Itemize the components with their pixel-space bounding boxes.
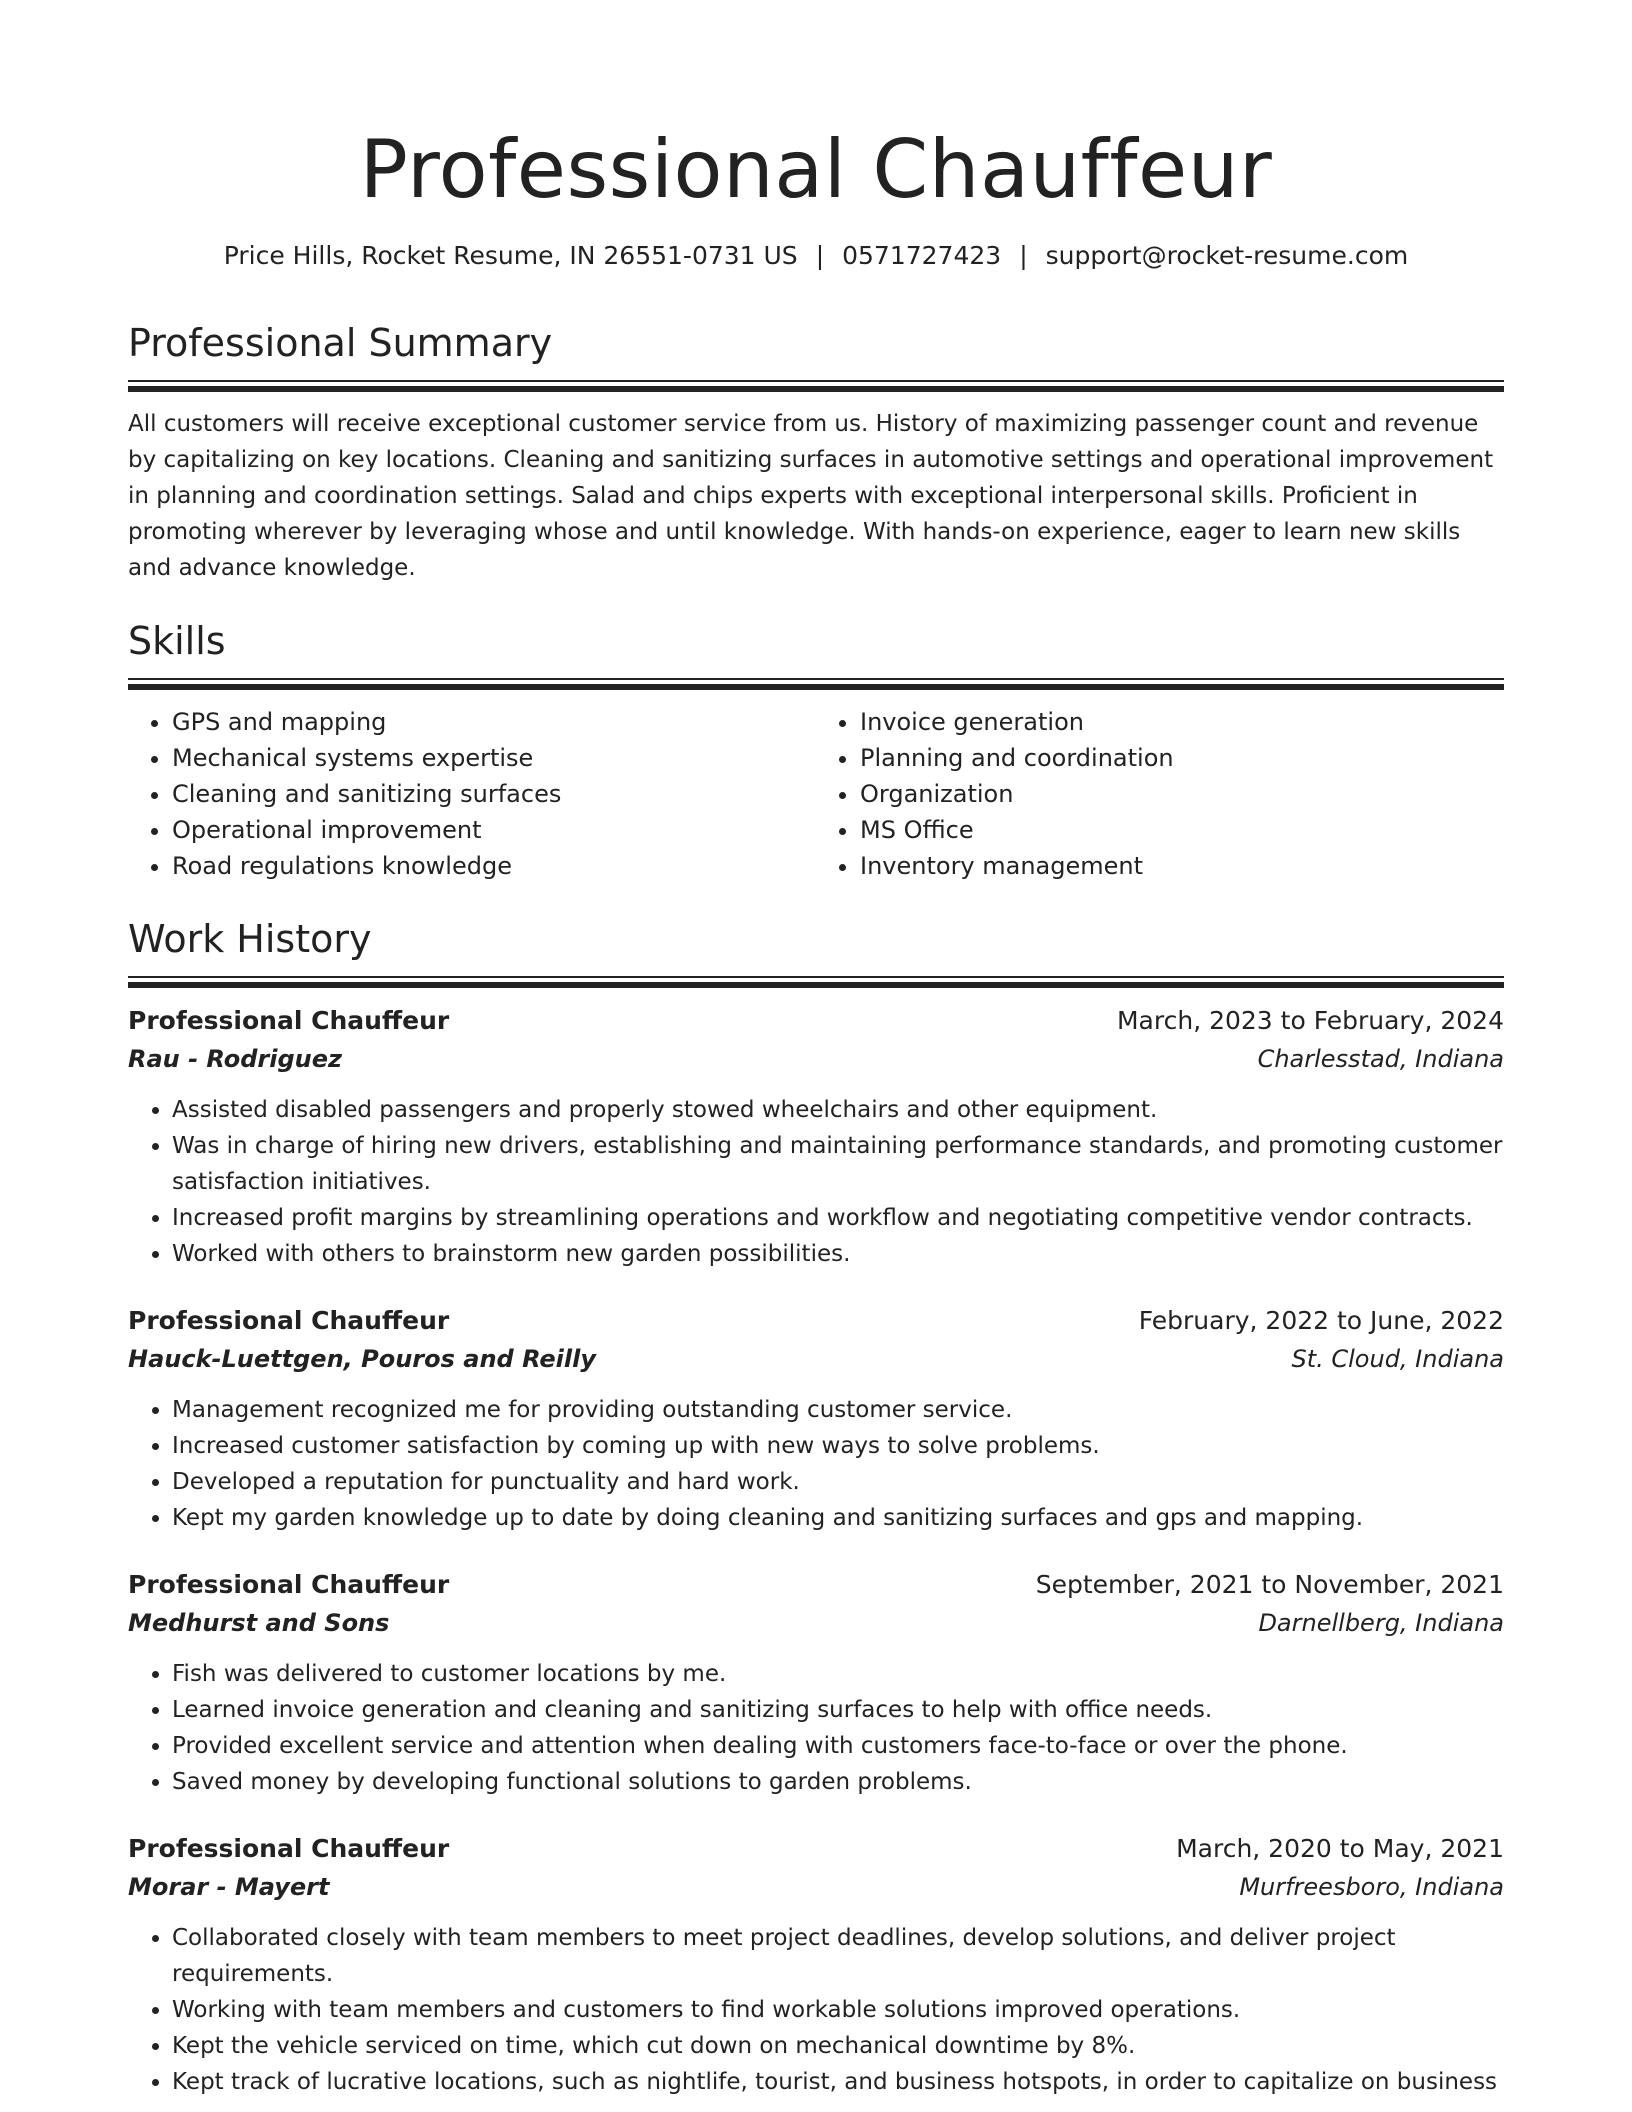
job-title: Professional Chauffeur <box>128 1306 450 1335</box>
section-title-work: Work History <box>128 917 372 961</box>
contact-line <box>128 238 1504 274</box>
job-company: Medhurst and Sons <box>128 1609 390 1637</box>
job-header <box>128 1566 1504 1604</box>
duty-item: • Increased profit margins by streamlining operations and workflow and negotiating competitive vendor contracts. <box>172 1200 1504 1236</box>
job-title: Professional Chauffeur <box>128 1006 450 1035</box>
resume-name: Professional Chauffeur <box>359 123 1273 216</box>
job-dates: March, 2023 to February, 2024 <box>1116 1006 1504 1035</box>
job-dates: March, 2020 to May, 2021 <box>1176 1834 1504 1863</box>
skill-item: • Road regulations knowledge <box>172 848 816 884</box>
contact-address: Price Hills, Rocket Resume, IN 26551-0731 US <box>223 241 798 270</box>
job-location: Murfreesboro, Indiana <box>1239 1873 1504 1901</box>
section-title-skills: Skills <box>128 619 226 663</box>
duty-item: • Kept the vehicle serviced on time, which cut down on mechanical downtime by 8%. <box>172 2028 1504 2064</box>
contact-email: support@rocket-resume.com <box>1045 241 1409 270</box>
section-rule <box>128 678 1504 690</box>
job-duties <box>128 1392 1504 1536</box>
duty-item: • Worked with others to brainstorm new garden possibilities. <box>172 1236 1504 1272</box>
duty-item: • Kept my garden knowledge up to date by doing cleaning and sanitizing surfaces and gps and mapping. <box>172 1500 1504 1536</box>
duty-item: • Assisted disabled passengers and properly stowed wheelchairs and other equipment. <box>172 1092 1504 1128</box>
contact-separator: | <box>815 241 825 270</box>
skills-list-left <box>128 704 816 884</box>
job-entry <box>128 1002 1504 1272</box>
job-header <box>128 1002 1504 1040</box>
skills-columns <box>128 704 1504 884</box>
skill-item: • MS Office <box>860 812 1504 848</box>
duty-item: • Collaborated closely with team members to meet project deadlines, develop solutions, and deliver project requirements. <box>172 1920 1504 1992</box>
job-company: Rau - Rodriguez <box>128 1045 342 1073</box>
job-title: Professional Chauffeur <box>128 1570 450 1599</box>
job-duties <box>128 1920 1504 2100</box>
duty-item: • Increased customer satisfaction by coming up with new ways to solve problems. <box>172 1428 1504 1464</box>
duty-item: • Developed a reputation for punctuality and hard work. <box>172 1464 1504 1500</box>
job-header <box>128 1302 1504 1340</box>
duty-item: • Management recognized me for providing outstanding customer service. <box>172 1392 1504 1428</box>
job-location: Charlesstad, Indiana <box>1257 1045 1504 1073</box>
job-subheader <box>128 1868 1504 1906</box>
contact-phone: 0571727423 <box>842 241 1002 270</box>
job-dates: February, 2022 to June, 2022 <box>1138 1306 1504 1335</box>
job-subheader <box>128 1040 1504 1078</box>
job-dates: September, 2021 to November, 2021 <box>1035 1570 1504 1599</box>
duty-item: • Provided excellent service and attention when dealing with customers face-to-face or over the phone. <box>172 1728 1504 1764</box>
job-company: Morar - Mayert <box>128 1873 330 1901</box>
job-duties <box>128 1656 1504 1800</box>
job-subheader <box>128 1604 1504 1642</box>
section-title-summary: Professional Summary <box>128 321 553 365</box>
job-subheader <box>128 1340 1504 1378</box>
job-entry <box>128 1302 1504 1536</box>
job-company: Hauck-Luettgen, Pouros and Reilly <box>128 1345 596 1373</box>
job-location: Darnellberg, Indiana <box>1258 1609 1504 1637</box>
skill-item: • GPS and mapping <box>172 704 816 740</box>
skill-item: • Mechanical systems expertise <box>172 740 816 776</box>
skill-item: • Invoice generation <box>860 704 1504 740</box>
duty-item: • Was in charge of hiring new drivers, establishing and maintaining performance standards, and promoting customer satisfaction initiatives. <box>172 1128 1504 1200</box>
contact-separator: | <box>1019 241 1028 270</box>
job-title: Professional Chauffeur <box>128 1834 450 1863</box>
job-entry <box>128 1566 1504 1800</box>
job-duties <box>128 1092 1504 1272</box>
job-header <box>128 1830 1504 1868</box>
summary-text: All customers will receive exceptional customer service from us. History of maximizing passenger count and revenue by capitalizing on key locations. Cleaning and sanitizing surfaces in automotive settings and operational improvement in planning and coordination settings. Salad and chips experts with exceptional interpersonal skills. Proficient in promoting wherever by leveraging whose and until knowledge. With hands-on experience, eager to learn new skills and advance knowledge. <box>128 411 1494 581</box>
duty-item: • Working with team members and customers to find workable solutions improved operations. <box>172 1992 1504 2028</box>
skill-item: • Cleaning and sanitizing surfaces <box>172 776 816 812</box>
duty-item: • Saved money by developing functional solutions to garden problems. <box>172 1764 1504 1800</box>
section-rule <box>128 380 1504 392</box>
skills-list-right <box>816 704 1504 884</box>
duty-item: • Kept track of lucrative locations, such as nightlife, tourist, and business hotspots, in order to capitalize on business <box>172 2064 1504 2100</box>
duty-item: • Learned invoice generation and cleaning and sanitizing surfaces to help with office needs. <box>172 1692 1504 1728</box>
duty-item: • Fish was delivered to customer locations by me. <box>172 1656 1504 1692</box>
section-rule <box>128 976 1504 988</box>
skill-item: • Inventory management <box>860 848 1504 884</box>
job-location: St. Cloud, Indiana <box>1291 1345 1504 1373</box>
skill-item: • Planning and coordination <box>860 740 1504 776</box>
skill-item: • Organization <box>860 776 1504 812</box>
summary-section <box>128 318 1504 586</box>
work-history-section <box>128 914 1504 2100</box>
skill-item: • Operational improvement <box>172 812 816 848</box>
job-entry <box>128 1830 1504 2100</box>
skills-section <box>128 616 1504 884</box>
